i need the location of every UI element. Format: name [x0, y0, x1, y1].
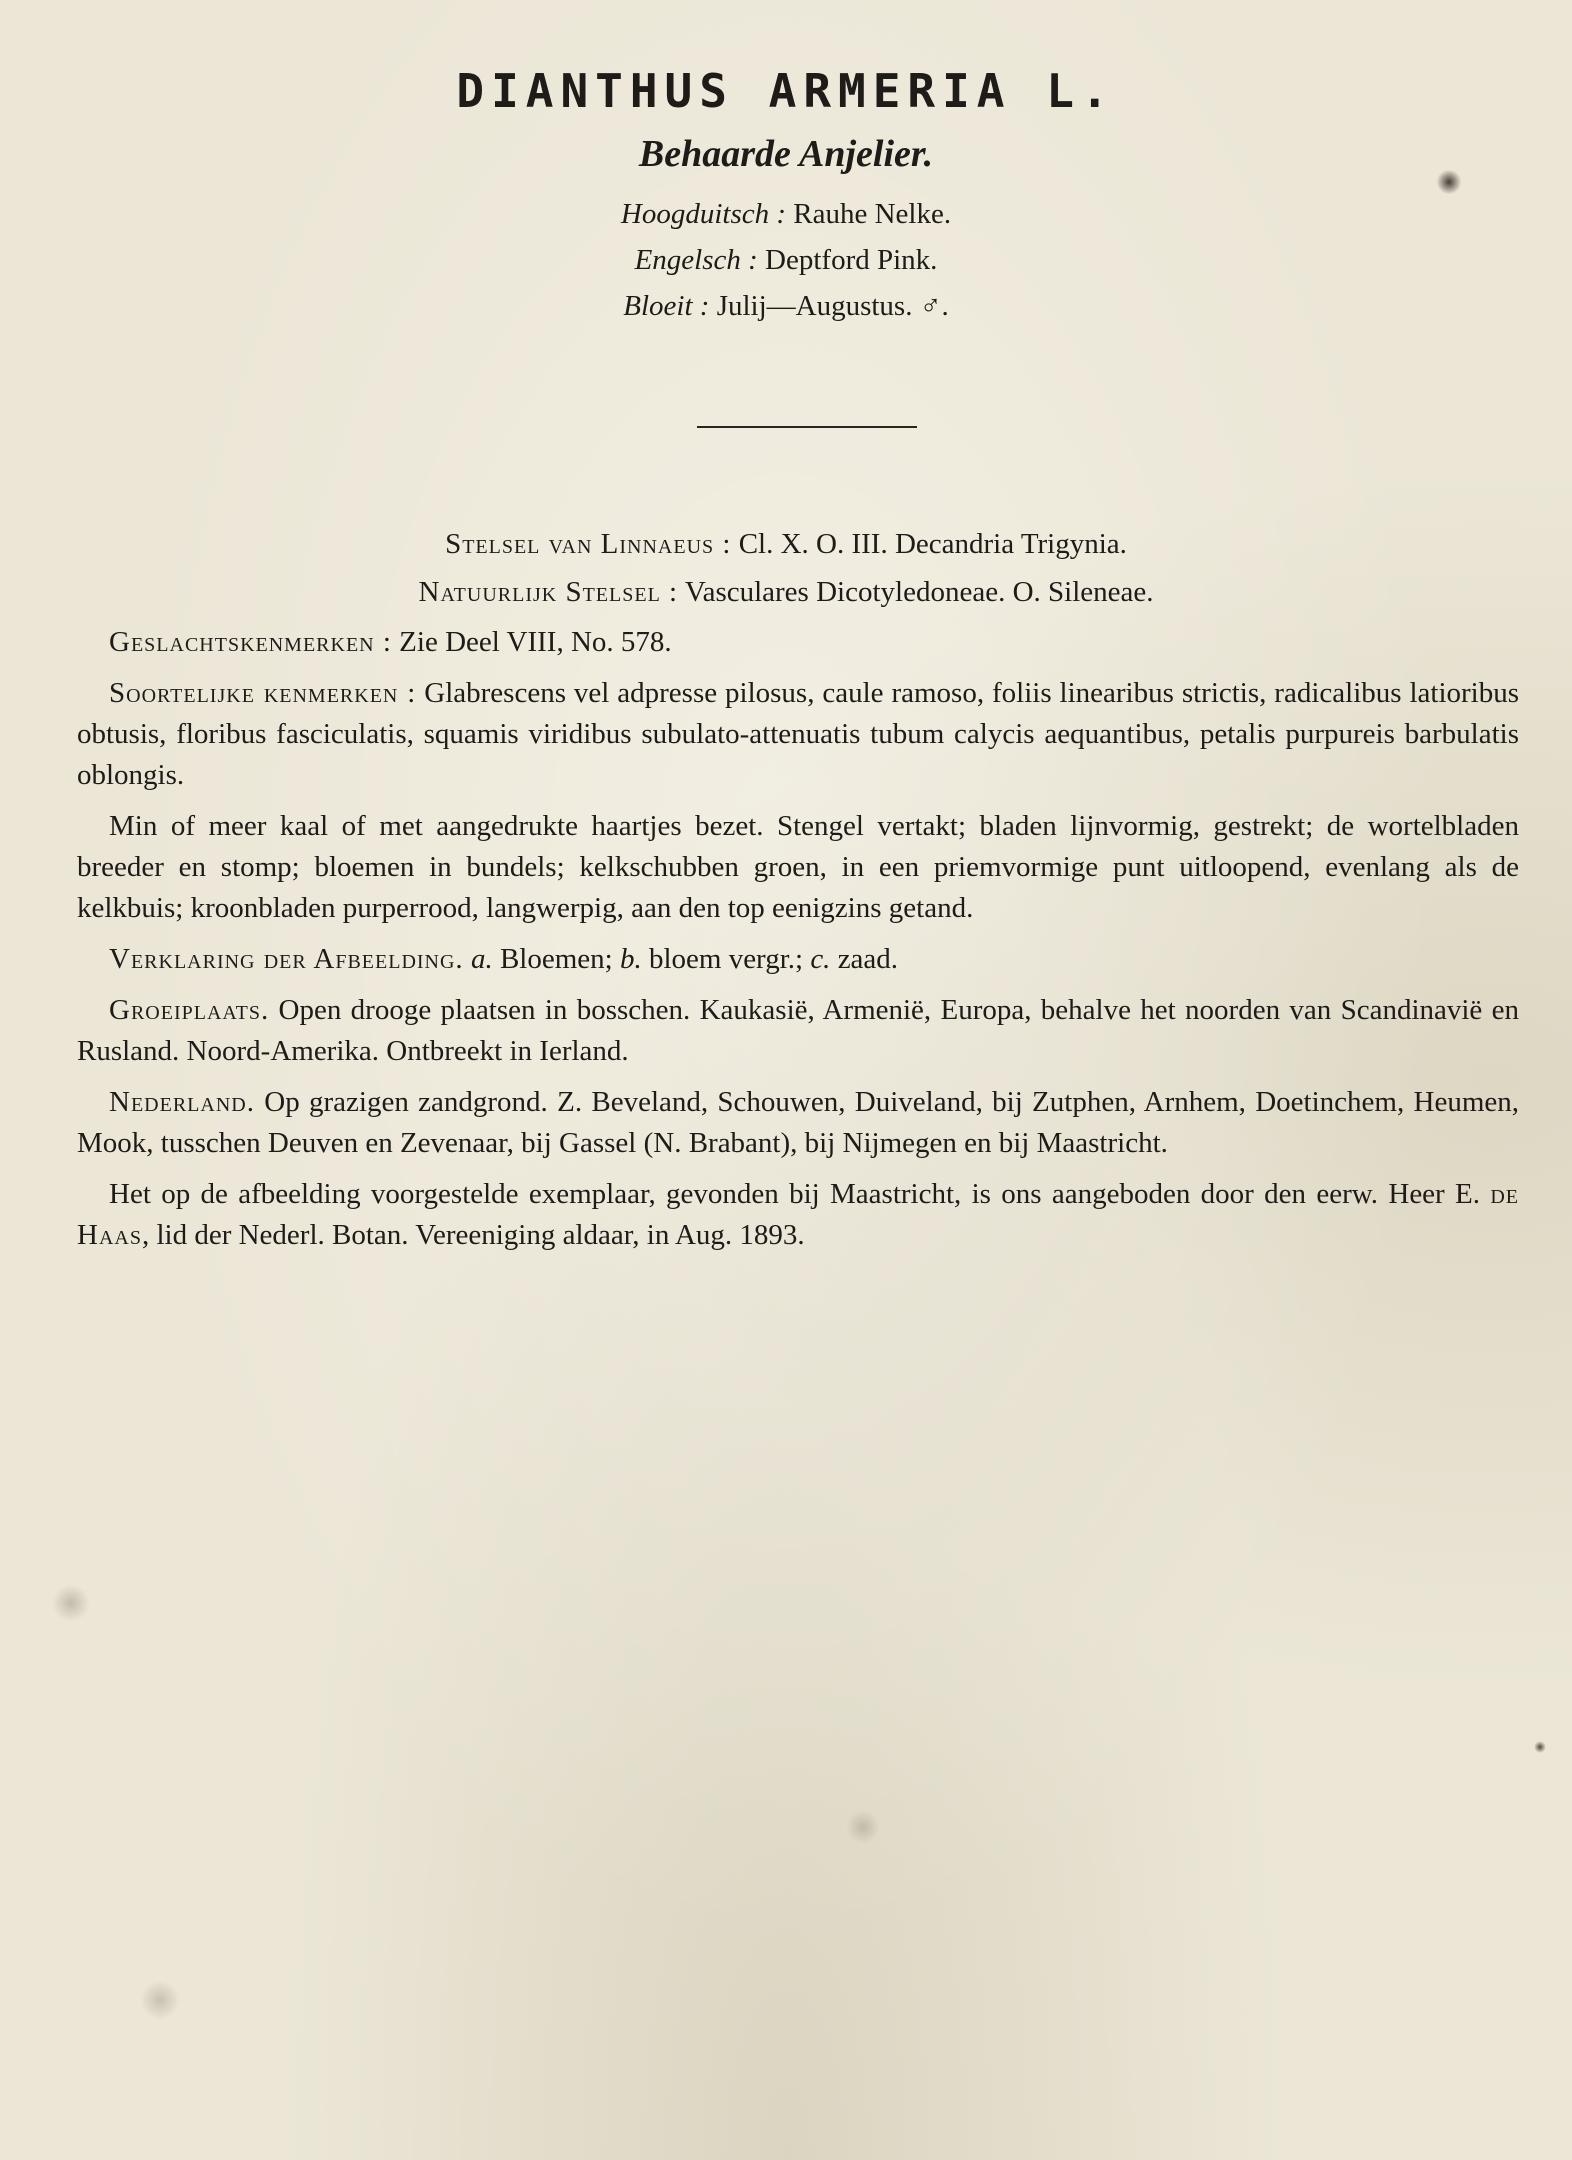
- bloom-label: Bloeit :: [623, 290, 710, 322]
- bloom-line: [0, 290, 1572, 323]
- figure-text-c: zaad.: [837, 943, 899, 975]
- linnaeus-label: Stelsel van Linnaeus :: [445, 528, 732, 560]
- figure-key-b: b.: [619, 943, 642, 975]
- english-name-line: [0, 244, 1572, 277]
- english-name-label: Engelsch :: [634, 244, 758, 276]
- divider-rule: [697, 426, 917, 428]
- species-text: Glabrescens vel adpresse pilosus, caule ramoso, foliis linearibus strictis, radicalibus latioribus obtusis, floribus fasciculatis, squamis viridibus subulato-attenuatis tubum calycis aequantibus, petalis purpureis barbulatis oblongis.: [77, 677, 1520, 791]
- genus-label: Geslachtskenmerken :: [109, 626, 392, 658]
- specimen-text-1: Het op de afbeelding voorgestelde exemplaar, gevonden bij Maastricht, is ons aangeboden door den eerw. Heer E.: [109, 1178, 1480, 1210]
- figure-text-a: Bloemen;: [499, 943, 613, 975]
- body-text: [77, 622, 1519, 1266]
- german-name-value: Rauhe Nelke.: [793, 198, 952, 230]
- netherlands-label: Nederland.: [109, 1086, 255, 1118]
- habitat-text: Open drooge plaatsen in bosschen. Kaukasië, Armenië, Europa, behalve het noorden van Scandinavië en Rusland. Noord-Amerika. Ontbreekt in Ierland.: [77, 994, 1519, 1067]
- paper-stain: [140, 1980, 180, 2020]
- specimen-text-2: , lid der Nederl. Botan. Vereeniging aldaar, in Aug. 1893.: [141, 1219, 805, 1251]
- genus-text: Zie Deel VIII, No. 578.: [399, 626, 672, 658]
- natural-system-line: [0, 576, 1572, 609]
- natural-system-label: Natuurlijk Stelsel :: [418, 576, 679, 608]
- paper-stain: [1534, 1741, 1546, 1753]
- german-name-label: Hoogduitsch :: [620, 198, 787, 230]
- netherlands-text: Op grazigen zandgrond. Z. Beveland, Schouwen, Duiveland, bij Zutphen, Arnhem, Doetinchem, Heumen, Mook, tusschen Deuven en Zevenaar, bij Gassel (N. Brabant), bij Nijmegen en bij Maastricht.: [77, 1086, 1519, 1159]
- english-name-value: Deptford Pink.: [765, 244, 938, 276]
- german-name-line: [0, 198, 1572, 231]
- description-paragraph: Min of meer kaal of met aangedrukte haartjes bezet. Stengel vertakt; bladen lijnvormig, gestrekt; de wortelbladen breeder en stomp; bloemen in bundels; kelkschubben groen, in een priemvormige punt uitloopend, evenlang als de kelkbuis; kroonbladen purperrood, langwerpig, aan den top eenigzins getand.: [77, 810, 1519, 924]
- page-subtitle: Behaarde Anjelier.: [638, 133, 934, 175]
- netherlands-paragraph: [77, 1082, 1519, 1164]
- linnaeus-system-line: [0, 528, 1572, 561]
- paper-stain: [846, 1810, 880, 1844]
- genus-paragraph: [77, 622, 1519, 663]
- bloom-value: Julij—Augustus.: [716, 290, 913, 322]
- figure-key-c: c.: [810, 943, 831, 975]
- species-label: Soortelijke kenmerken :: [109, 677, 417, 709]
- paper-stain: [52, 1584, 90, 1622]
- species-paragraph: [77, 673, 1519, 796]
- habitat-paragraph: [77, 990, 1519, 1072]
- paper-stain: [1436, 170, 1462, 194]
- biennial-symbol: ♂.: [919, 290, 949, 322]
- natural-system-value: Vasculares Dicotyledoneae. O. Sileneae.: [684, 576, 1154, 608]
- specimen-paragraph: [77, 1174, 1519, 1256]
- page-title: DIANTHUS ARMERIA L.: [456, 64, 1116, 118]
- specimen-name: de Haas: [77, 1178, 1519, 1251]
- figure-text-b: bloem vergr.;: [648, 943, 804, 975]
- habitat-label: Groeiplaats.: [109, 994, 270, 1026]
- figure-legend-paragraph: [77, 939, 1519, 980]
- linnaeus-value: Cl. X. O. III. Decandria Trigynia.: [738, 528, 1127, 560]
- figure-key-a: a.: [470, 943, 493, 975]
- figure-legend-label: Verklaring der Afbeelding.: [109, 943, 464, 975]
